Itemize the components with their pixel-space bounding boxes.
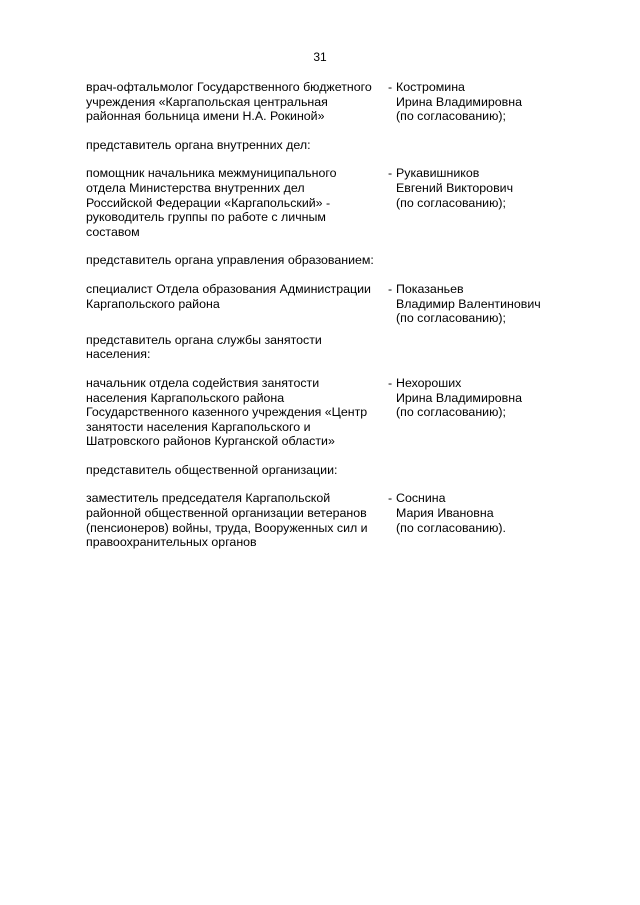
heading-text: представитель органа управления образованием: xyxy=(86,253,374,268)
heading-text: представитель органа службы занятости xyxy=(86,332,322,347)
member-person xyxy=(388,282,576,326)
position-line: начальник отдела содействия занятости xyxy=(86,375,320,390)
person-given-names: Ирина Владимировна xyxy=(396,390,522,405)
person-consent-note: (по согласованию); xyxy=(396,109,506,124)
member-row-internal-affairs xyxy=(86,166,576,239)
position-line: руководитель группы по работе с личным xyxy=(86,210,326,225)
position-line: Государственного казенного учреждения «Центр xyxy=(86,405,368,420)
person-consent-note: (по согласованию); xyxy=(396,311,506,326)
member-person xyxy=(388,166,576,210)
heading-text: населения: xyxy=(86,347,151,362)
section-heading-education xyxy=(86,253,576,268)
member-row-veterans xyxy=(86,491,576,549)
position-line: занятости населения Каргапольского и xyxy=(86,419,311,434)
position-line: Каргапольского района xyxy=(86,296,220,311)
position-line: учреждения «Каргапольская центральная xyxy=(86,94,328,109)
dash-separator: - xyxy=(388,375,393,390)
position-line: районная больница имени Н.А. Рокиной» xyxy=(86,109,325,124)
page-number: 31 xyxy=(313,50,327,64)
heading-text: представитель общественной организации: xyxy=(86,462,338,477)
section-heading-employment xyxy=(86,333,576,362)
person-surname: Нехороших xyxy=(396,375,462,390)
position-line: врач-офтальмолог Государственного бюджетного xyxy=(86,80,372,94)
person-consent-note: (по согласованию). xyxy=(396,520,506,535)
position-line: заместитель председателя Каргапольской xyxy=(86,491,331,506)
position-line: районной общественной организации ветеранов xyxy=(86,506,367,521)
section-heading-internal-affairs xyxy=(86,138,576,153)
person-given-names: Евгений Викторович xyxy=(396,180,514,195)
member-position xyxy=(86,166,388,239)
section-heading-public-organization xyxy=(86,463,576,478)
member-person xyxy=(388,80,576,124)
dash-separator: - xyxy=(388,80,393,94)
position-line: составом xyxy=(86,224,140,239)
dash-separator: - xyxy=(388,491,393,506)
member-position xyxy=(86,491,388,549)
position-line: помощник начальника межмуниципального xyxy=(86,166,337,181)
position-line: населения Каргапольского района xyxy=(86,390,285,405)
position-line: Шатровского районов Курганской области» xyxy=(86,434,335,449)
person-surname: Соснина xyxy=(396,491,446,506)
person-surname: Рукавишников xyxy=(396,166,480,181)
person-given-names: Владимир Валентинович xyxy=(396,296,541,311)
person-given-names: Ирина Владимировна xyxy=(396,94,522,109)
member-position xyxy=(86,282,388,311)
heading-text: представитель органа внутренних дел: xyxy=(86,137,311,152)
member-person xyxy=(388,491,576,535)
position-line: правоохранительных органов xyxy=(86,535,257,550)
person-consent-note: (по согласованию); xyxy=(396,195,506,210)
position-line: (пенсионеров) войны, труда, Вооруженных сил и xyxy=(86,520,368,535)
member-row-employment xyxy=(86,376,576,449)
person-surname: Показаньев xyxy=(396,281,464,296)
position-line: специалист Отдела образования Администрации xyxy=(86,281,371,296)
person-given-names: Мария Ивановна xyxy=(396,506,494,521)
member-position xyxy=(86,376,388,449)
position-line: Российской Федерации «Каргапольский» - xyxy=(86,195,331,210)
commission-member-list xyxy=(86,80,576,550)
member-row-ophthalmologist xyxy=(86,80,576,124)
dash-separator: - xyxy=(388,281,393,296)
person-consent-note: (по согласованию); xyxy=(396,405,506,420)
member-row-education xyxy=(86,282,576,326)
member-person xyxy=(388,376,576,420)
position-line: отдела Министерства внутренних дел xyxy=(86,180,305,195)
dash-separator: - xyxy=(388,166,393,181)
member-position xyxy=(86,80,388,124)
person-surname: Костромина xyxy=(396,80,465,94)
